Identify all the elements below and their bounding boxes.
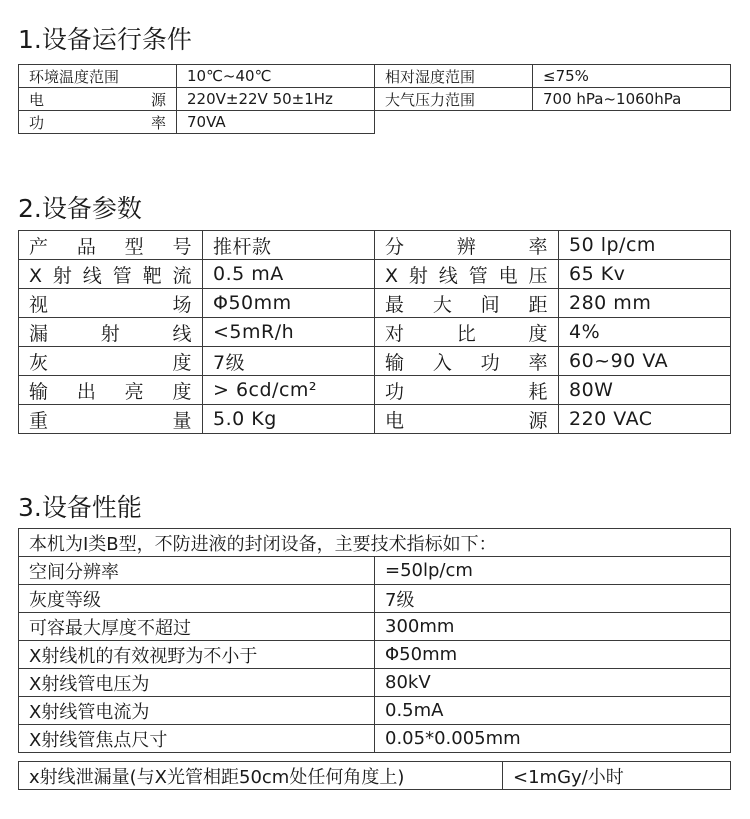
cell-value: 推杆款 (203, 231, 375, 260)
section-title-device-parameters: 2.设备参数 (18, 194, 142, 223)
cell-label: X射线管电压 (375, 260, 559, 289)
cell-value: 280 mm (559, 289, 731, 318)
table-row (19, 65, 731, 88)
cell-label: 产品型号 (19, 231, 203, 260)
table-row (19, 529, 731, 557)
cell-label: 可容最大厚度不超过 (19, 613, 375, 641)
device-performance-table (18, 528, 731, 753)
cell-value: 0.5mA (375, 697, 731, 725)
cell-label: 相对湿度范围 (375, 65, 533, 88)
cell-label: X射线管焦点尺寸 (19, 725, 375, 753)
cell-label: 功 率 (19, 111, 177, 134)
table-row (19, 88, 731, 111)
cell-label: 重量 (19, 405, 203, 434)
cell-label: X射线管电流为 (19, 697, 375, 725)
cell-label: 输入功率 (375, 347, 559, 376)
cell-value: 0.5 mA (203, 260, 375, 289)
cell-value: 4% (559, 318, 731, 347)
cell-value: Φ50mm (203, 289, 375, 318)
operating-conditions-table (18, 64, 731, 134)
section-title-device-performance: 3.设备性能 (18, 493, 142, 522)
table-row (19, 318, 731, 347)
cell-label: X射线管靶流 (19, 260, 203, 289)
table-row (19, 557, 731, 585)
cell-value: ≤75% (533, 65, 731, 88)
section-title-operating-conditions: 1.设备运行条件 (18, 25, 192, 54)
cell-label: 灰度 (19, 347, 203, 376)
cell-value: 70VA (177, 111, 375, 134)
cell-label: 分辨率 (375, 231, 559, 260)
table-row (19, 347, 731, 376)
table-row (19, 585, 731, 613)
cell-label: 电 源 (19, 88, 177, 111)
table-row (19, 669, 731, 697)
table-row (19, 405, 731, 434)
cell-label: 视场 (19, 289, 203, 318)
cell-label: 输出亮度 (19, 376, 203, 405)
table-row (19, 111, 731, 134)
cell-value: 65 Kv (559, 260, 731, 289)
intro-text: 本机为Ⅰ类B型，不防进液的封闭设备，主要技术指标如下： (19, 529, 731, 557)
cell-value: 220V±22V 50±1Hz (177, 88, 375, 111)
cell-value: 5.0 Kg (203, 405, 375, 434)
cell-value: 700 hPa~1060hPa (533, 88, 731, 111)
cell-label: 大气压力范围 (375, 88, 533, 111)
cell-value: <5mR/h (203, 318, 375, 347)
table-row (19, 376, 731, 405)
cell-value: > 6cd/cm² (203, 376, 375, 405)
cell-label: X射线管电压为 (19, 669, 375, 697)
table-row (19, 697, 731, 725)
leakage-row-table (18, 761, 731, 790)
table-row (19, 641, 731, 669)
cell-value: 10℃~40℃ (177, 65, 375, 88)
cell-label: x射线泄漏量(与X光管相距50cm处任何角度上) (19, 762, 503, 790)
cell-label: 功耗 (375, 376, 559, 405)
device-parameters-table (18, 230, 731, 434)
table-row (19, 260, 731, 289)
table-row (19, 613, 731, 641)
cell-value: 7级 (203, 347, 375, 376)
cell-value: 50 lp/cm (559, 231, 731, 260)
cell-label: 空间分辨率 (19, 557, 375, 585)
cell-value: 0.05*0.005mm (375, 725, 731, 753)
cell-label: 环境温度范围 (19, 65, 177, 88)
cell-value: 300mm (375, 613, 731, 641)
cell-value: 60~90 VA (559, 347, 731, 376)
cell-label: 漏射线 (19, 318, 203, 347)
cell-value: 80kV (375, 669, 731, 697)
cell-value: <1mGy/小时 (503, 762, 731, 790)
table-row (19, 725, 731, 753)
table-row (19, 762, 731, 790)
cell-value: 220 VAC (559, 405, 731, 434)
cell-label: 最大间距 (375, 289, 559, 318)
table-row (19, 231, 731, 260)
cell-value: Φ50mm (375, 641, 731, 669)
table-row (19, 289, 731, 318)
cell-value: =50lp/cm (375, 557, 731, 585)
cell-label: 电源 (375, 405, 559, 434)
cell-value: 80W (559, 376, 731, 405)
cell-value: 7级 (375, 585, 731, 613)
cell-label: 对比度 (375, 318, 559, 347)
cell-label: X射线机的有效视野为不小于 (19, 641, 375, 669)
cell-label: 灰度等级 (19, 585, 375, 613)
